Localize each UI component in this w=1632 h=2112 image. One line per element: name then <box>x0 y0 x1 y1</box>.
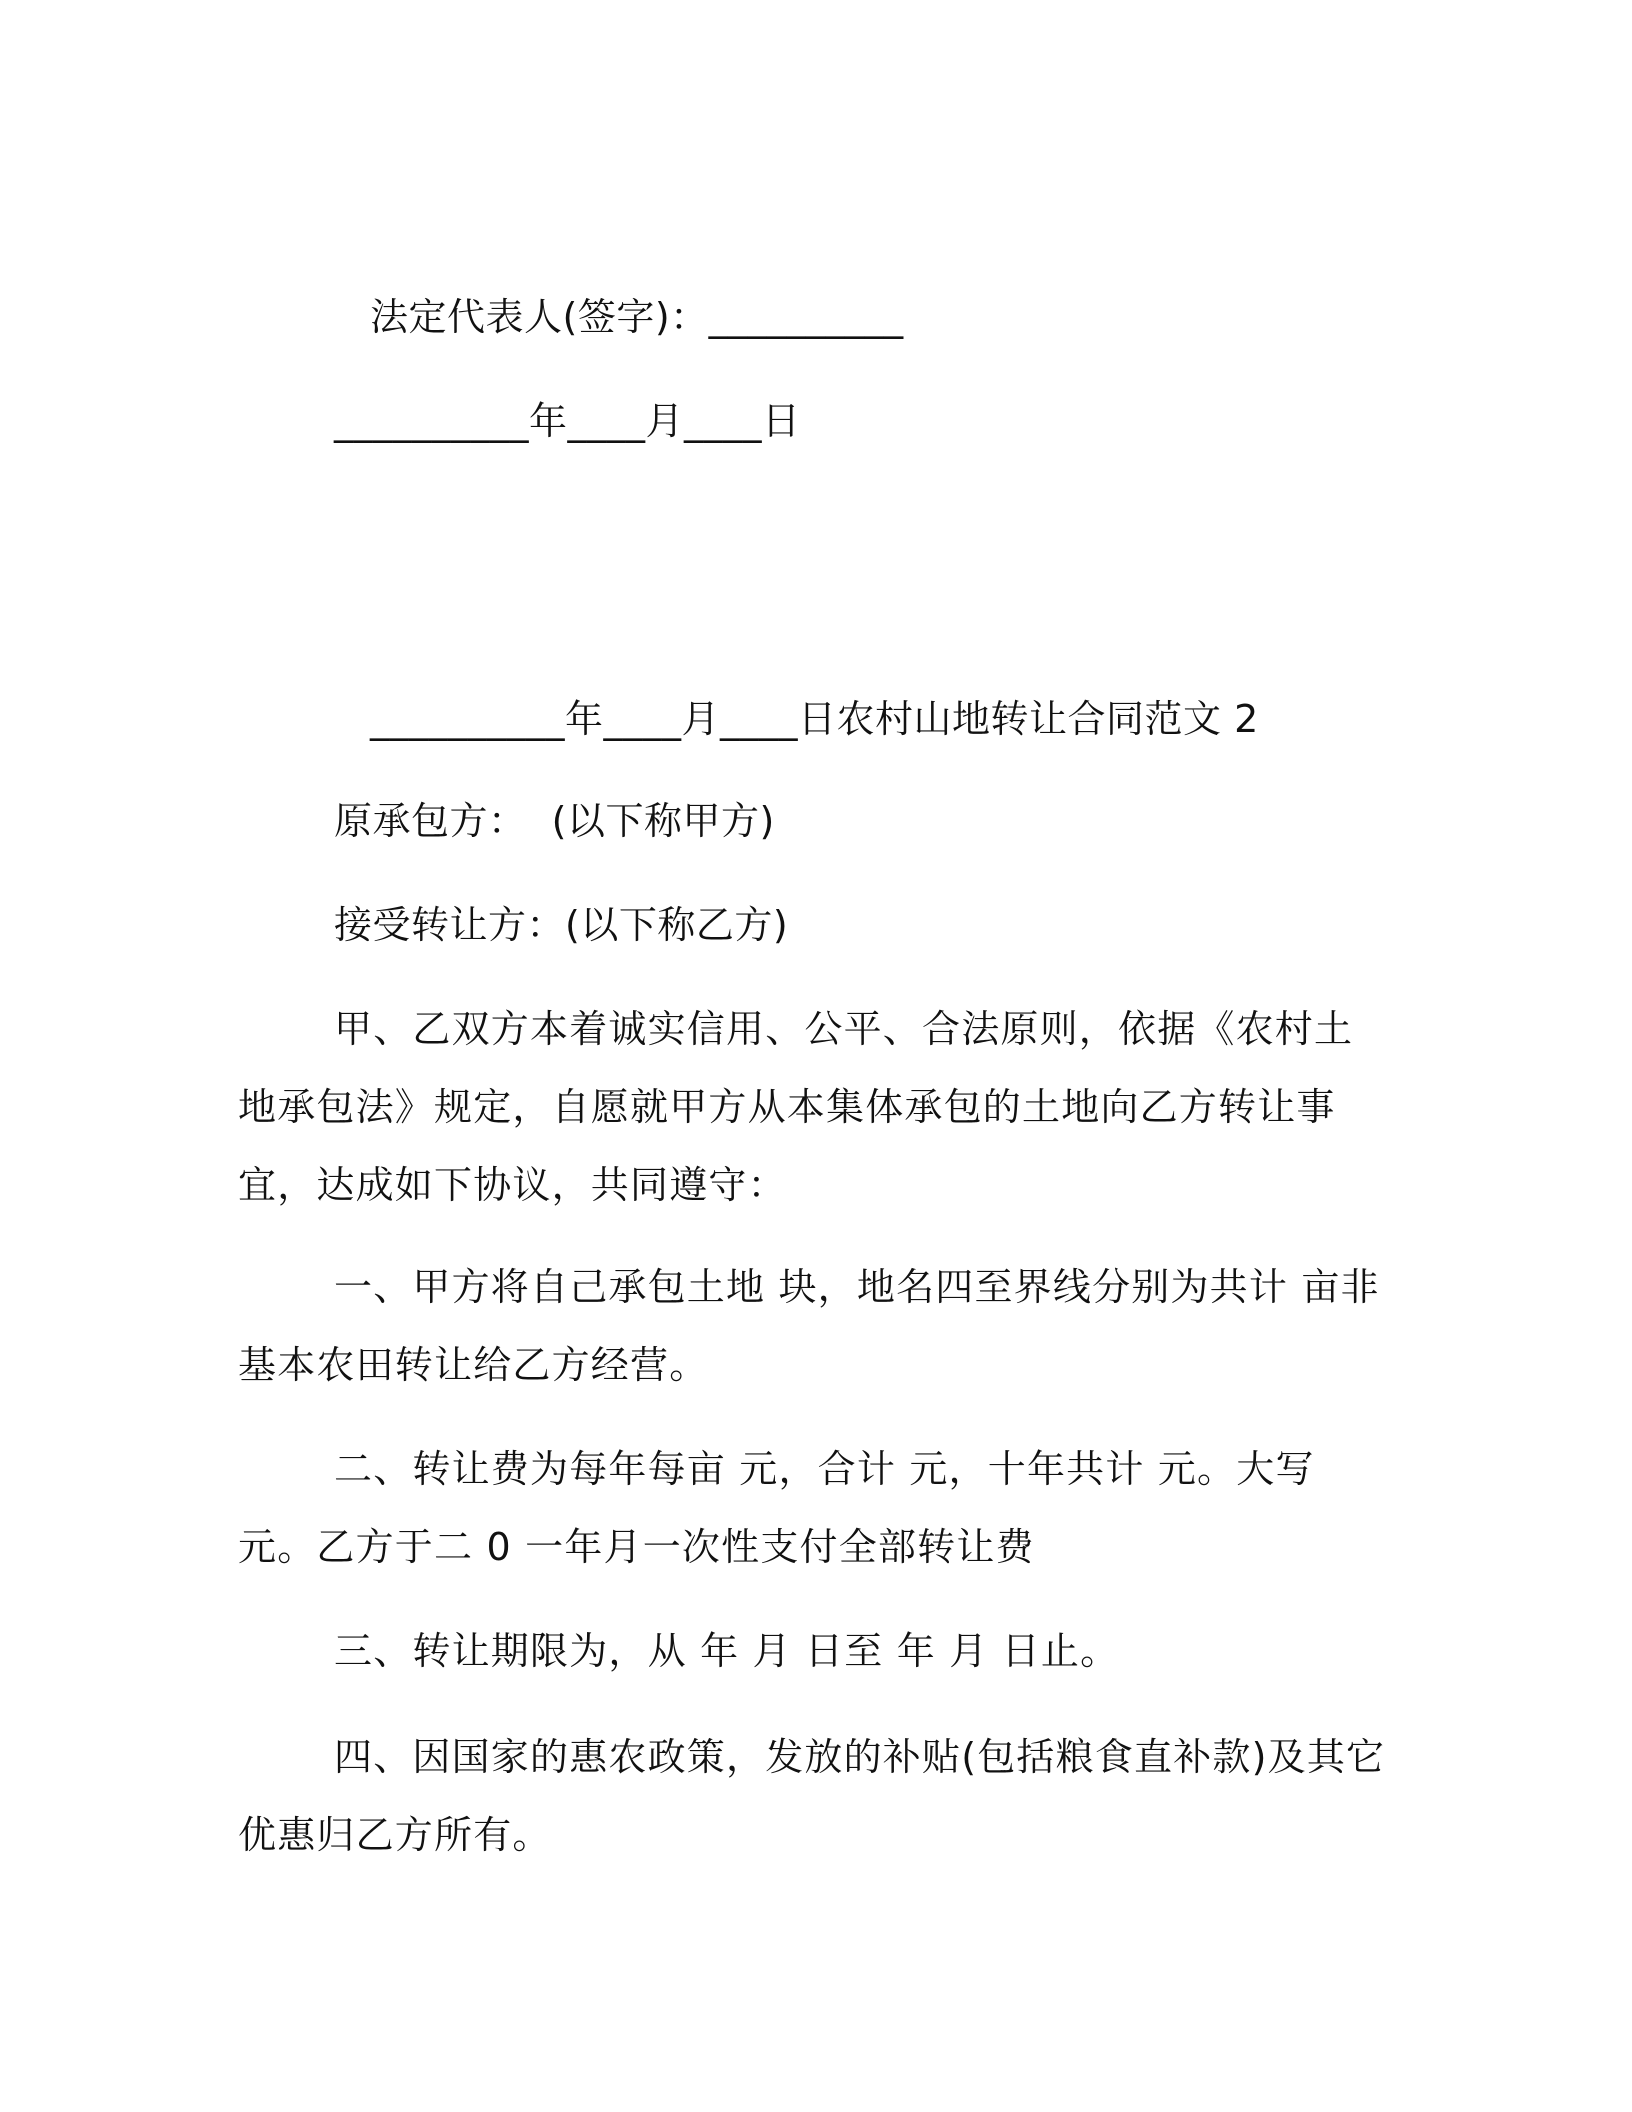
legal-representative-signature-line: 法定代表人(签字)：__________ <box>370 295 904 339</box>
party-b-line: 接受转让方：(以下称乙方) <box>334 903 789 947</box>
clause-4-paragraph: 四、因国家的惠农政策，发放的补贴(包括粮食直补款)及其它优惠归乙方所有。 <box>238 1735 1386 1857</box>
contract-title: __________年____月____日农村山地转让合同范文 2 <box>370 697 1259 741</box>
clause-1-paragraph: 一、甲方将自己承包土地 块，地名四至界线分别为共计 亩非基本农田转让给乙方经营。 <box>238 1265 1380 1387</box>
signature-date-line: __________年____月____日 <box>334 399 801 443</box>
preamble-paragraph: 甲、乙双方本着诚实信用、公平、合法原则，依据《农村土地承包法》规定，自愿就甲方从本集体承包的土地向乙方转让事宜，达成如下协议，共同遵守： <box>238 1007 1354 1207</box>
clause-3-paragraph: 三、转让期限为，从 年 月 日至 年 月 日止。 <box>334 1629 1120 1673</box>
clause-2-paragraph: 二、转让费为每年每亩 元，合计 元，十年共计 元。大写 元。乙方于二 0 一年月一次性支付全部转让费 <box>238 1447 1315 1569</box>
party-a-line: 原承包方： (以下称甲方) <box>334 799 775 843</box>
